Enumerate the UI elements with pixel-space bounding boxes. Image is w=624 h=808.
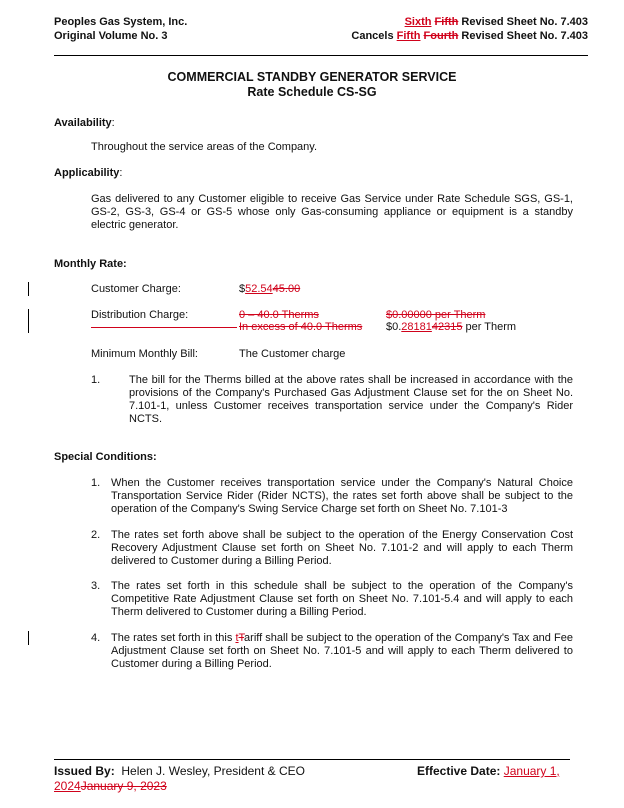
- applicability-text: Gas delivered to any Customer eligible to receive Gas Service under Rate Schedule SGS, GS-1, GS-2, GS-3, GS-4 or GS-5 whose only Gas-consuming appliance or equipment is a standby electric generator.: [91, 193, 573, 231]
- customer-charge-deleted: 45.00: [272, 283, 301, 295]
- change-bar: [28, 631, 29, 645]
- customer-charge-label: Customer Charge:: [91, 283, 181, 295]
- cancels-deleted-text: Fourth: [423, 30, 459, 42]
- dist-tier2-range: In excess of 40.0 Therms: [239, 321, 363, 333]
- special-condition-4: [111, 632, 573, 671]
- dist-tier1-rate: $0.00000 per Therm: [386, 309, 486, 321]
- applicability-label: Applicability: [54, 167, 120, 179]
- customer-charge-inserted: 52.54: [245, 283, 273, 295]
- footer-rule: [54, 759, 570, 760]
- sheet-rest: Revised Sheet No. 7.403: [458, 16, 588, 28]
- list-item-number: 3.: [91, 580, 101, 592]
- issued-by-label: Issued By:: [54, 764, 115, 778]
- availability-colon: :: [111, 117, 115, 129]
- company-name: Peoples Gas System, Inc.: [54, 16, 188, 28]
- list-item-number: 4.: [91, 632, 101, 644]
- change-bar: [28, 309, 29, 333]
- distribution-charge-label: Distribution Charge:: [91, 309, 189, 321]
- special-conditions-heading: Special Conditions:: [54, 451, 157, 463]
- condition-4-pre: The rates set forth in this: [111, 632, 236, 644]
- volume-number: Original Volume No. 3: [54, 30, 168, 42]
- dist-tier2-rate: [386, 321, 516, 333]
- cancels-inserted-text: Fifth: [396, 30, 421, 42]
- cancels-sheet: [351, 30, 588, 42]
- min-bill-label: Minimum Monthly Bill:: [91, 348, 198, 360]
- special-condition-2: The rates set forth above shall be subject to the operation of the Energy Conservation Cost Recovery Adjustment Clause set forth on Sheet No. 7.101-2 and will apply to each Therm delivered to Customer during a Billing Period.: [111, 529, 573, 567]
- cancels-prefix: Cancels: [351, 30, 397, 42]
- applicability-colon: :: [119, 167, 123, 179]
- issued-by-value: Helen J. Wesley, President & CEO: [114, 764, 305, 778]
- effective-year-inserted: 2024: [54, 779, 81, 793]
- condition-4-inserted: t: [235, 632, 239, 644]
- availability-text: Throughout the service areas of the Company.: [91, 141, 318, 153]
- effective-date-line2: [54, 779, 167, 793]
- dist-tier2-inserted: 28181: [401, 321, 432, 333]
- dist-tier2-deleted: 42315: [431, 321, 463, 333]
- condition-4-post: ariff shall be subject to the operation of the Company's Tax and Fee Adjustment Clause set forth on Sheet No. 7.101-5 and will apply to each Therm delivered to Customer during a Billing Period.: [111, 632, 573, 670]
- applicability-heading: [54, 167, 122, 179]
- header-rule: [54, 55, 588, 56]
- dist-tier2-unit: per Therm: [462, 321, 517, 333]
- monthly-rate-heading: Monthly Rate:: [54, 258, 127, 270]
- effective-date-deleted: January 9, 2023: [80, 779, 167, 793]
- dist-strike-line: [91, 327, 237, 328]
- effective-date-label: Effective Date:: [417, 764, 501, 778]
- page-subtitle: Rate Schedule CS-SG: [247, 85, 377, 99]
- min-bill-value: The Customer charge: [239, 348, 346, 360]
- page-title: COMMERCIAL STANDBY GENERATOR SERVICE: [167, 70, 457, 84]
- dist-tier2-dollar: $0.: [386, 321, 402, 333]
- special-condition-1: When the Customer receives transportation service under the Company's Natural Choice Transportation Service Rider (Rider NCTS), the rates set forth above shall be subject to the operation of the Company's Swing Service Charge set forth on Sheet No. 7.101-3: [111, 477, 573, 515]
- issued-by: [54, 764, 305, 778]
- rate-note-number: 1.: [91, 374, 101, 386]
- cancels-rest: Revised Sheet No. 7.403: [458, 30, 588, 42]
- sheet-inserted-text: Sixth: [404, 16, 432, 28]
- effective-date-inserted: January 1,: [503, 764, 560, 778]
- change-bar: [28, 282, 29, 296]
- list-item-number: 2.: [91, 529, 101, 541]
- availability-label: Availability: [54, 117, 112, 129]
- sheet-deleted-text: Fifth: [434, 16, 459, 28]
- dist-tier1-range: 0 – 40.0 Therms: [239, 309, 319, 321]
- sheet-number: [405, 16, 588, 28]
- customer-charge-dollar: $: [239, 283, 246, 295]
- special-condition-3: The rates set forth in this schedule shall be subject to the operation of the Company's Competitive Rate Adjustment Clause set forth on Sheet No. 7.101-5.4 and will apply to each Therm delivered to Customer during a Billing Period.: [111, 580, 573, 618]
- condition-4-deleted: T: [238, 632, 245, 644]
- list-item-number: 1.: [91, 477, 101, 489]
- customer-charge-value: [239, 283, 300, 295]
- rate-note-text: The bill for the Therms billed at the above rates shall be increased in accordance with the provisions of the Company's Purchased Gas Adjustment Clause set for the on Sheet No. 7.101-1, unless Customer receives transportation service under the Company's Rider NCTS.: [129, 374, 573, 425]
- effective-date: [417, 764, 560, 778]
- availability-heading: [54, 117, 115, 129]
